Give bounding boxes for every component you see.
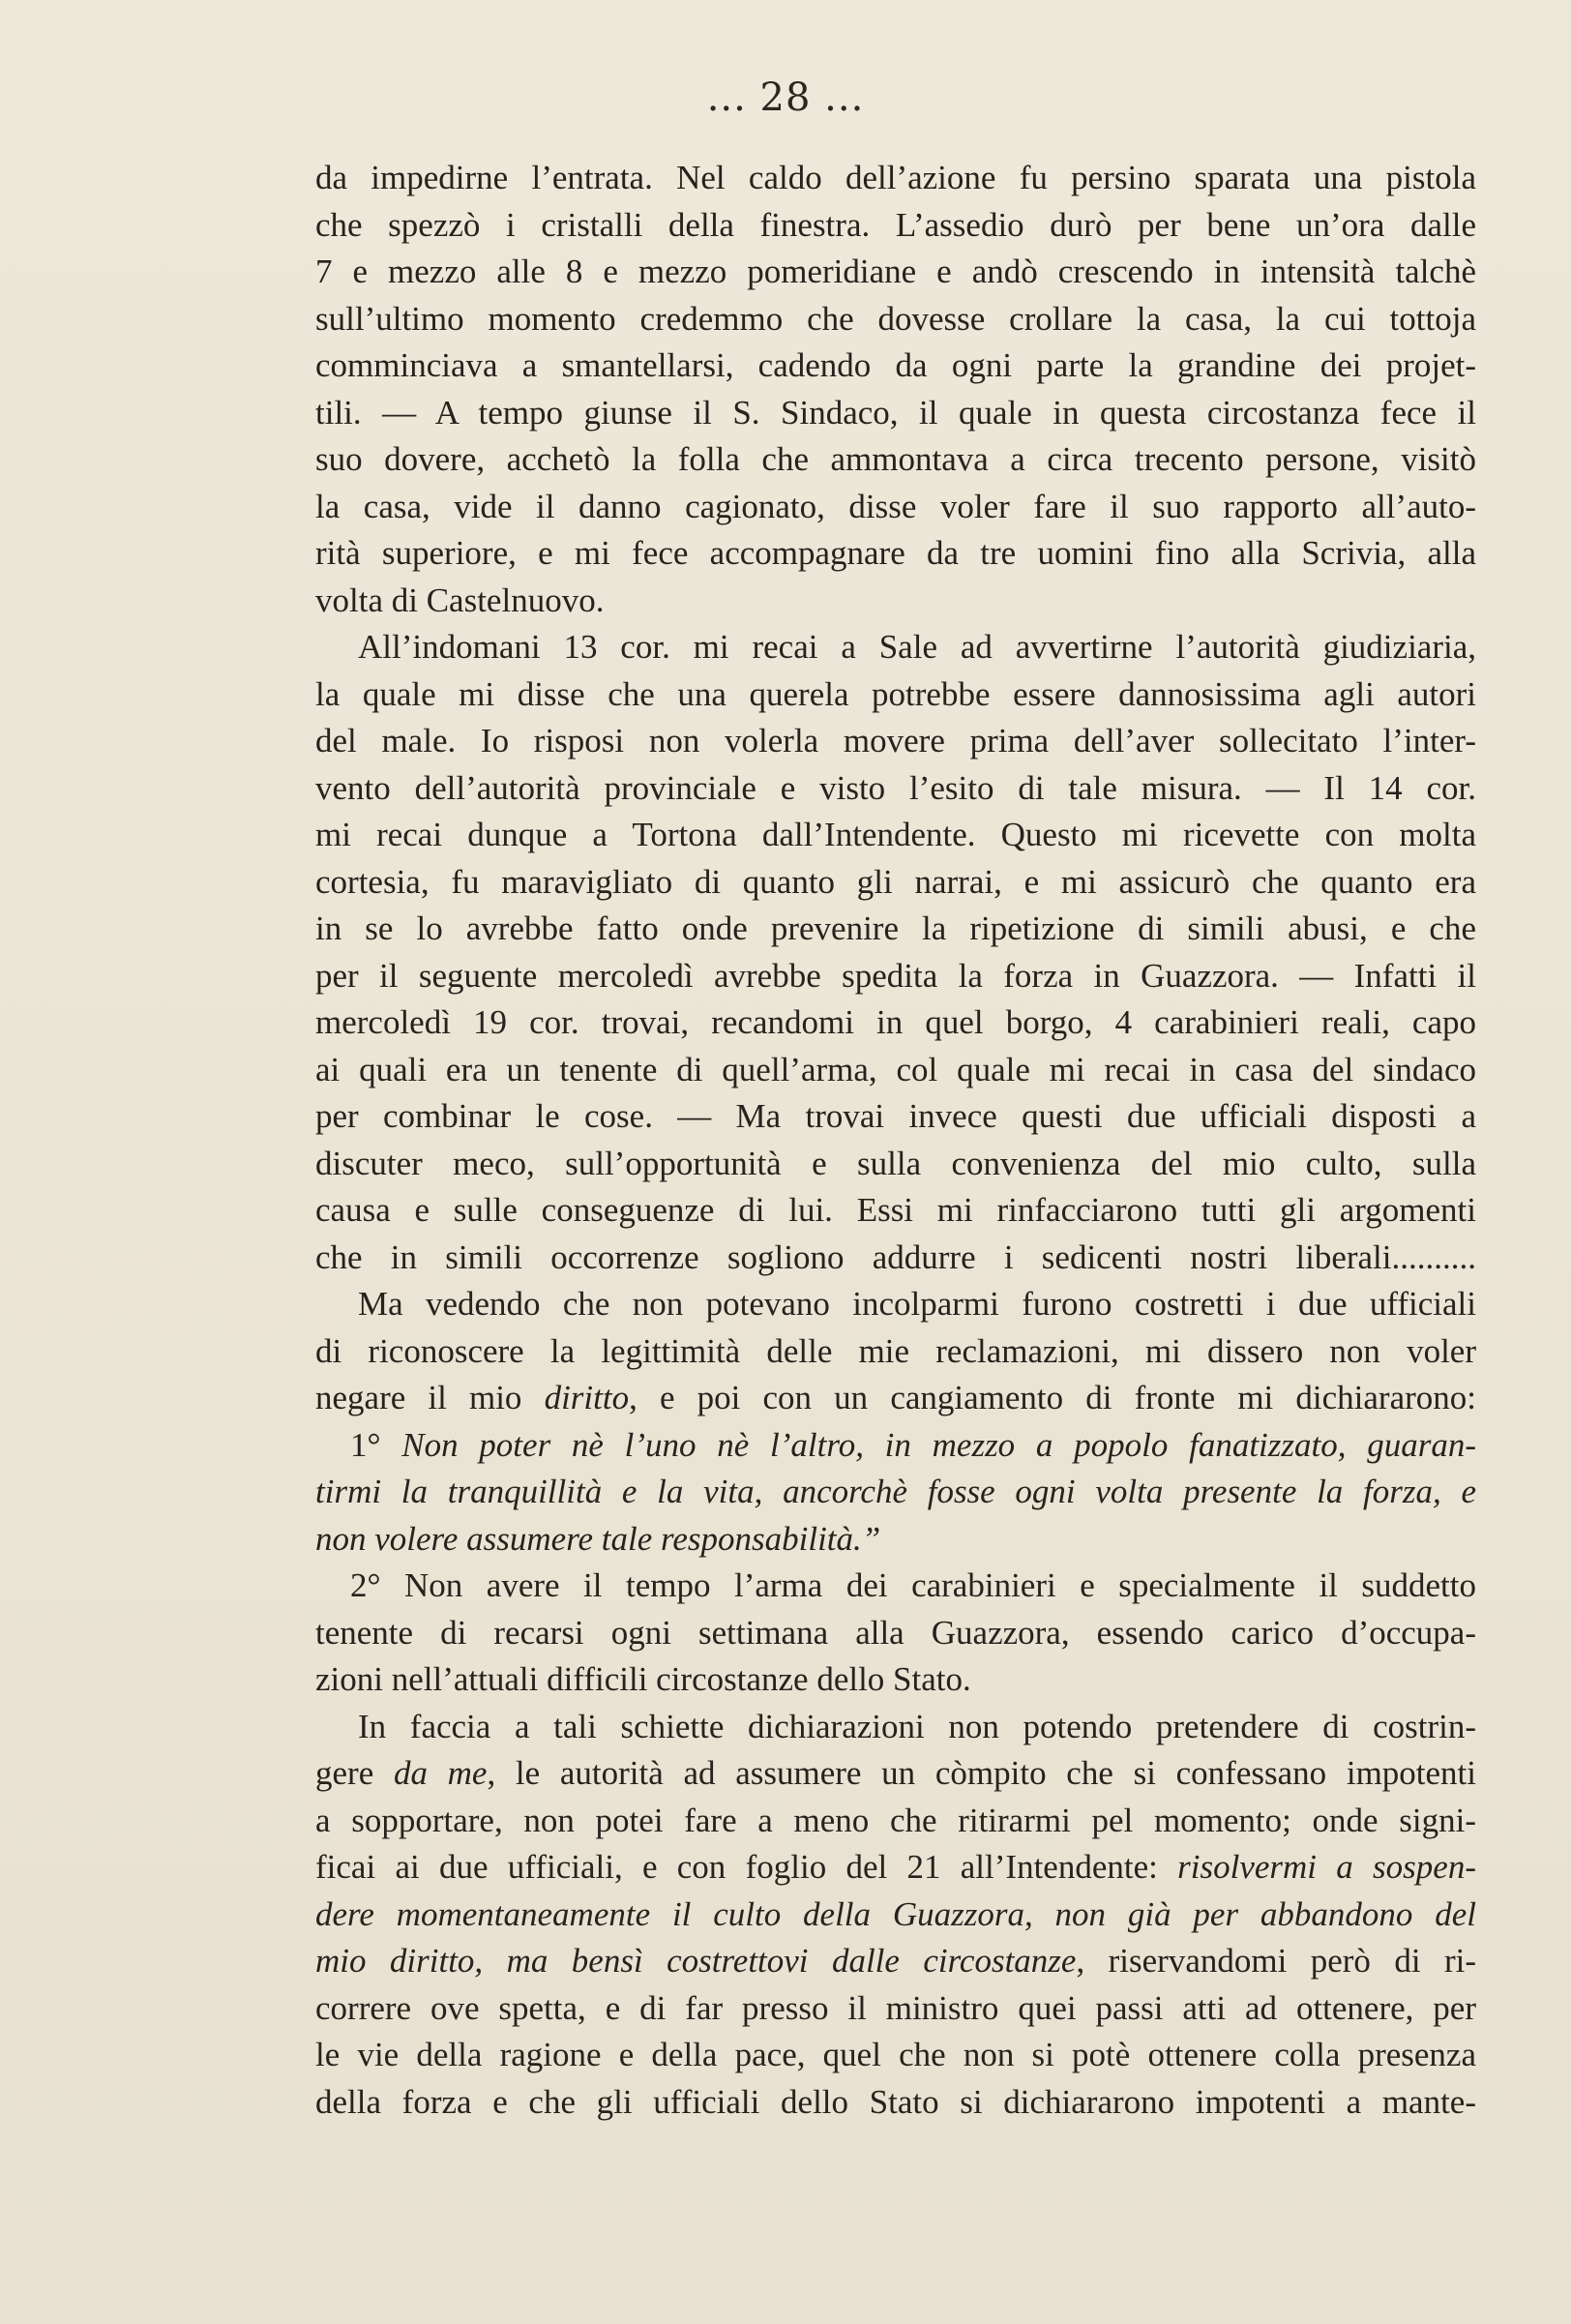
text-line: a sopportare, non potei fare a meno che ritirarmi pel momento; onde signi- xyxy=(315,1801,1476,1839)
text-line: correre ove spetta, e di far presso il ministro quei passi atti ad ottenere, per xyxy=(315,1988,1476,2027)
text-line: rità superiore, e mi fece accompagnare da tre uomini fino alla Scrivia, alla xyxy=(315,534,1476,572)
page-number: ... 28 ... xyxy=(706,75,865,120)
text-line: All’indomani 13 cor. mi recai a Sale ad avvertirne l’autorità giudiziaria, xyxy=(358,628,1476,666)
text-line: sull’ultimo momento credemmo che dovesse crollare la casa, la cui tottoja xyxy=(315,299,1476,338)
text-line: causa e sulle conseguenze di lui. Essi mi rinfacciarono tutti gli argomenti xyxy=(315,1191,1476,1229)
text-line: mi recai dunque a Tortona dall’Intendente. Questo mi ricevette con molta xyxy=(315,816,1476,853)
text-line: di riconoscere la legittimità delle mie reclamazioni, mi dissero non voler xyxy=(315,1331,1476,1370)
text-line: negare il mio diritto, e poi con un cangiamento di fronte mi dichiararono: xyxy=(315,1379,1476,1416)
text-line: da impedirne l’entrata. Nel caldo dell’azione fu persino sparata una pistola xyxy=(315,159,1476,196)
text-line: tili. — A tempo giunse il S. Sindaco, il quale in questa circostanza fece il xyxy=(315,393,1476,432)
text-line: Ma vedendo che non potevano incolparmi furono costretti i due ufficiali xyxy=(358,1285,1476,1323)
text-line: ai quali era un tenente di quell’arma, col quale mi recai in casa del sindaco xyxy=(315,1050,1476,1088)
text-line: mercoledì 19 cor. trovai, recandomi in quel borgo, 4 carabinieri reali, capo xyxy=(315,1003,1476,1041)
text-line: dere momentaneamente il culto della Guazzora, non già per abbandono del xyxy=(315,1894,1476,1933)
text-line: le vie della ragione e della pace, quel che non si potè ottenere colla presenza xyxy=(315,2036,1476,2073)
text-line: 1° Non poter nè l’uno nè l’altro, in mezzo a popolo fanatizzato, guaran- xyxy=(350,1425,1476,1464)
text-line: discuter meco, sull’opportunità e sulla convenienza del mio culto, sulla xyxy=(315,1144,1476,1182)
text-line: non volere assumere tale responsabilità.” xyxy=(315,1519,881,1558)
text-line: che spezzò i cristalli della finestra. L’assedio durò per bene un’ora dalle xyxy=(315,205,1476,244)
text-line: 7 e mezzo alle 8 e mezzo pomeridiane e andò crescendo in intensità talchè xyxy=(315,253,1476,290)
text-line: zioni nell’attuali difficili circostanze dello Stato. xyxy=(315,1660,971,1698)
text-line: la quale mi disse che una querela potrebbe essere dannosissima agli autori xyxy=(315,674,1476,713)
text-line: tirmi la tranquillità e la vita, ancorchè fosse ogni volta presente la forza, e xyxy=(315,1473,1476,1510)
text-line: tenente di recarsi ogni settimana alla Guazzora, essendo carico d’occupa- xyxy=(315,1613,1476,1652)
text-line: mio diritto, ma bensì costrettovi dalle circostanze, riservandomi però di ri- xyxy=(315,1942,1477,1980)
body-text xyxy=(315,155,1476,2126)
text-line: per il seguente mercoledì avrebbe spedita la forza in Guazzora. — Infatti il xyxy=(315,956,1476,995)
text-line: del male. Io risposi non volerla movere prima dell’aver sollecitato l’inter- xyxy=(315,722,1476,760)
text-line: della forza e che gli ufficiali dello Stato si dichiararono impotenti a mante- xyxy=(315,2082,1476,2121)
text-line: In faccia a tali schiette dichiarazioni non potendo pretendere di costrin- xyxy=(358,1707,1476,1745)
text-line: in se lo avrebbe fatto onde prevenire la ripetizione di simili abusi, e che xyxy=(315,909,1476,947)
text-line: gere da me, le autorità ad assumere un còmpito che si confessano impotenti xyxy=(315,1754,1476,1792)
text-line: vento dell’autorità provinciale e visto l’esito di tale misura. — Il 14 cor. xyxy=(315,768,1476,807)
text-line: volta di Castelnuovo. xyxy=(315,581,605,619)
text-line: la casa, vide il danno cagionato, disse voler fare il suo rapporto all’auto- xyxy=(315,487,1476,525)
text-line: ficai ai due ufficiali, e con foglio del 21 all’Intendente: risolvermi a sospen- xyxy=(315,1848,1476,1886)
text-line: che in simili occorrenze sogliono addurre i sedicenti nostri liberali.......... xyxy=(315,1237,1476,1276)
text-line: 2° Non avere il tempo l’arma dei carabinieri e specialmente il suddetto xyxy=(350,1566,1476,1604)
text-line: cortesia, fu maravigliato di quanto gli narrai, e mi assicurò che quanto era xyxy=(315,862,1476,901)
text-line: suo dovere, acchetò la folla che ammontava a circa trecento persone, visitò xyxy=(315,440,1476,478)
text-line: per combinar le cose. — Ma trovai invece questi due ufficiali disposti a xyxy=(315,1097,1476,1135)
text-line: comminciava a smantellarsi, cadendo da ogni parte la grandine dei projet- xyxy=(315,346,1476,384)
